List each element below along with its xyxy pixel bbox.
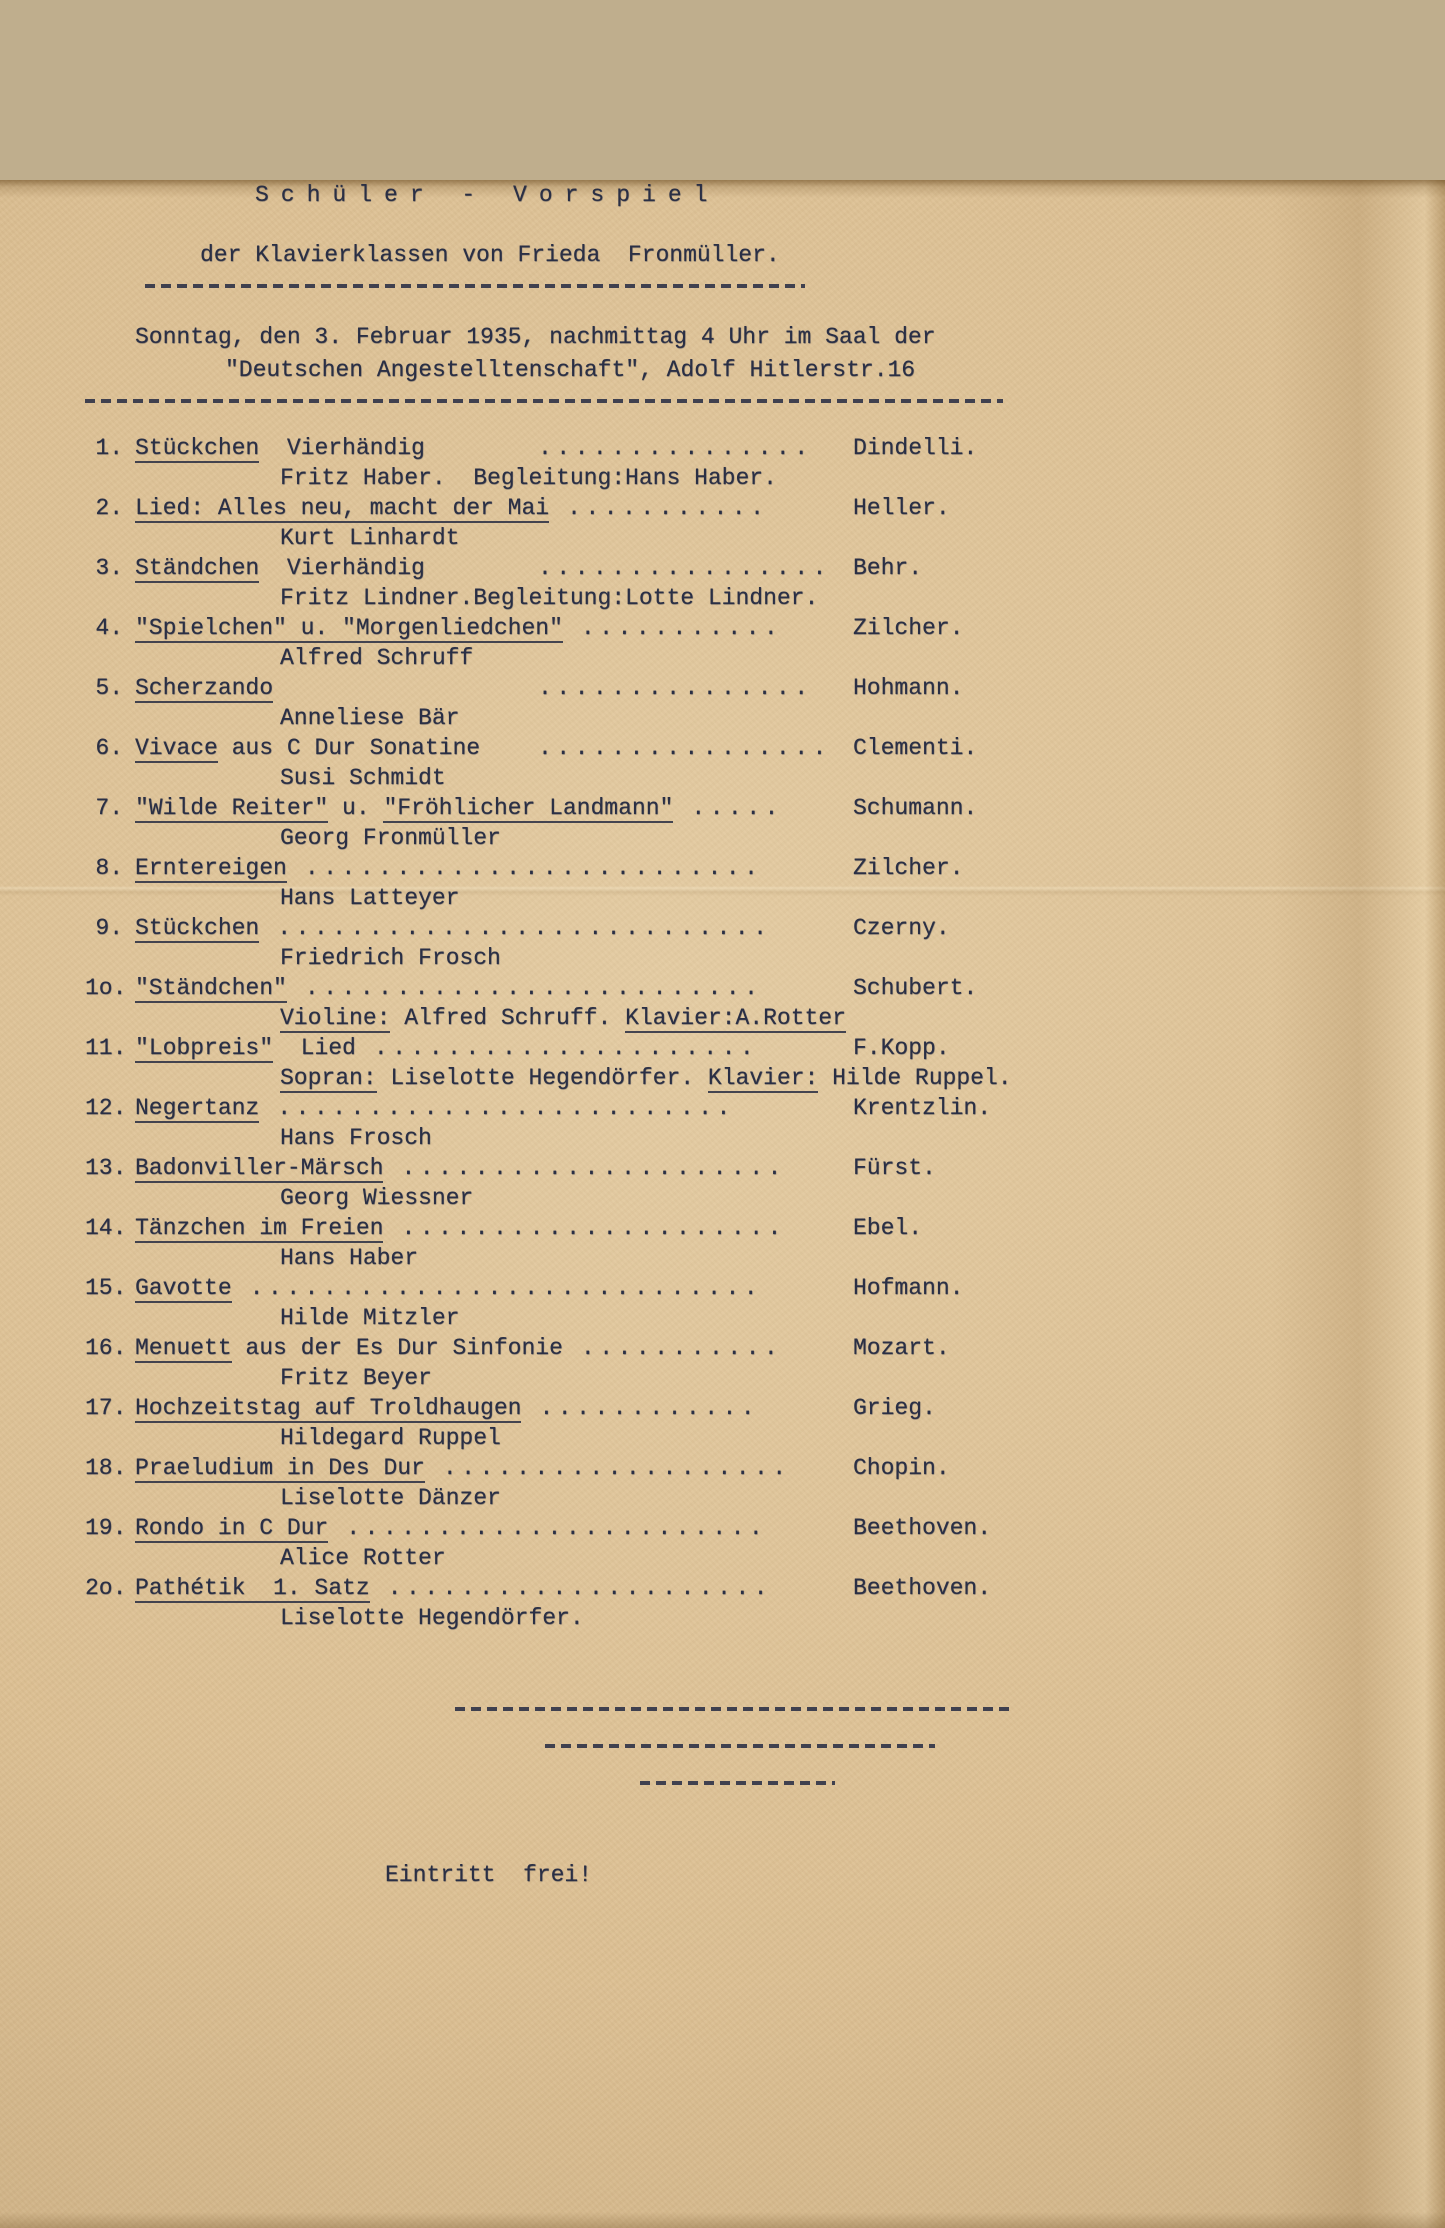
- program-item-performers: [280, 1303, 1445, 1333]
- program-item-performers: [280, 643, 1445, 673]
- program-item-title-text: [135, 973, 287, 1003]
- program-item: [85, 673, 1445, 703]
- program-item-number: 12.: [85, 1095, 127, 1121]
- program-item-performers: [280, 1603, 1445, 1633]
- program-item-performers: [280, 1123, 1445, 1153]
- title-segment: Scherzando: [135, 675, 274, 701]
- program-item-title-text: [135, 1093, 259, 1123]
- program-item-composer: Beethoven.: [853, 1575, 992, 1601]
- title-segment: Ständchen: [135, 555, 260, 581]
- performer-segment: Georg Wiessner: [280, 1185, 474, 1211]
- program-item-number: 19.: [85, 1515, 127, 1541]
- paper: [0, 180, 1445, 2228]
- dot-leader: ...........: [580, 1335, 783, 1361]
- dot-leader: ...........: [567, 495, 769, 521]
- title-segment: Stückchen: [135, 915, 260, 941]
- program-item: [85, 1453, 1445, 1483]
- dot-leader: .....: [691, 795, 783, 821]
- program-item-number: 2o.: [85, 1575, 127, 1601]
- title-segment: aus C Dur Sonatine: [217, 735, 481, 761]
- title-segment: Tänzchen im Freien: [135, 1215, 384, 1241]
- admission-note: Eintritt frei!: [385, 1862, 593, 1888]
- dot-leader: .........................: [277, 1095, 735, 1121]
- program-item: [85, 433, 1445, 463]
- title-segment: Hochzeitstag auf Troldhaugen: [135, 1395, 522, 1421]
- program-item-title-text: [135, 853, 287, 883]
- program-item-composer: Chopin.: [853, 1455, 950, 1481]
- program-item-title: [135, 733, 853, 763]
- program-item-composer: Schumann.: [853, 795, 978, 821]
- title-segment: aus der Es Dur Sinfonie: [231, 1335, 563, 1361]
- program-item-number: 17.: [85, 1395, 127, 1421]
- dot-leader: .....................: [387, 1575, 772, 1601]
- program-item-title-text: [135, 793, 673, 823]
- dot-leader: ............................: [249, 1275, 763, 1301]
- program-item-title-text: [135, 1033, 356, 1063]
- program-item-title-text: [135, 613, 563, 643]
- title-segment: Stückchen: [135, 435, 260, 461]
- program-item-title-text: [135, 493, 549, 523]
- program-item-performers: [280, 823, 1445, 853]
- program-item-performers: [280, 523, 1445, 553]
- program-item-performers: [280, 1363, 1445, 1393]
- closing-divider-3: [640, 1781, 835, 1785]
- dot-leader: ................: [538, 555, 831, 581]
- program-item: [85, 733, 1445, 763]
- program-item-title-text: [135, 1333, 563, 1363]
- program-item-number: 2.: [95, 495, 123, 521]
- title-segment: Vierhändig: [259, 555, 425, 581]
- program-item-composer: F.Kopp.: [853, 1035, 950, 1061]
- dot-leader: .........................: [304, 975, 763, 1001]
- dot-leader: .....................: [401, 1155, 786, 1181]
- program-item: [85, 1213, 1445, 1243]
- performer-segment: Kurt Linhardt: [280, 525, 460, 551]
- program-item: [85, 973, 1445, 1003]
- program-item: [85, 853, 1445, 883]
- title-segment: Vivace: [135, 735, 218, 761]
- dot-leader: ............: [539, 1395, 760, 1421]
- title-segment: "Spielchen" u. "Morgenliedchen": [135, 615, 563, 641]
- program-item: [85, 1093, 1445, 1123]
- program-item: [85, 1153, 1445, 1183]
- program-item-number: 5.: [95, 675, 123, 701]
- title-segment: Lied: Alles neu, macht der Mai: [135, 495, 550, 521]
- title-segment: Badonviller-Märsch: [135, 1155, 384, 1181]
- dot-leader: .....................: [401, 1215, 786, 1241]
- program-item-composer: Hohmann.: [853, 675, 964, 701]
- program-item-performers: [280, 583, 1445, 613]
- performer-segment: Alice Rotter: [280, 1545, 446, 1571]
- title-segment: Negertanz: [135, 1095, 260, 1121]
- program-item-composer: Heller.: [853, 495, 950, 521]
- program-item-composer: Grieg.: [853, 1395, 936, 1421]
- program-item-composer: Zilcher.: [853, 855, 964, 881]
- title-segment: "Lobpreis": [135, 1035, 274, 1061]
- event-datetime-line1: Sonntag, den 3. Februar 1935, nachmittag 4 Uhr im Saal der: [135, 324, 936, 350]
- performer-segment: Liselotte Dänzer: [280, 1485, 501, 1511]
- program-item-composer: Ebel.: [853, 1215, 923, 1241]
- title-segment: Lied: [273, 1035, 356, 1061]
- performer-segment: Alfred Schruff.: [390, 1005, 626, 1031]
- program-item-performers: [280, 703, 1445, 733]
- program-item-title: [135, 1453, 853, 1483]
- program-item-title: [135, 1513, 853, 1543]
- program-item-composer: Czerny.: [853, 915, 950, 941]
- program-item-performers: [280, 1483, 1445, 1513]
- program-item-title: [135, 433, 853, 463]
- header-divider: [85, 399, 1003, 403]
- dot-leader: .....................: [373, 1035, 759, 1061]
- performer-segment: Hans Latteyer: [280, 885, 460, 911]
- program-item-title-text: [135, 733, 520, 763]
- program-item-title: [135, 973, 853, 1003]
- program-item-title: [135, 1273, 853, 1303]
- program-item-title-text: [135, 1213, 383, 1243]
- program-item-title: [135, 1213, 853, 1243]
- program-item-composer: Zilcher.: [853, 615, 964, 641]
- dot-leader: ...............: [538, 435, 813, 461]
- dot-leader: .........................: [304, 855, 763, 881]
- program-item-title: [135, 1033, 853, 1063]
- program-item-performers: [280, 1063, 1445, 1093]
- program-item-performers: [280, 1003, 1445, 1033]
- subtitle-underline-divider: [145, 284, 805, 288]
- program-item: [85, 1333, 1445, 1363]
- program-item-title: [135, 1153, 853, 1183]
- closing-divider-2: [545, 1744, 935, 1748]
- program-item-number: 13.: [85, 1155, 127, 1181]
- program-item-title-text: [135, 433, 520, 463]
- performer-segment: Fritz Haber. Begleitung:Hans Haber.: [280, 465, 777, 491]
- title-segment: Vierhändig: [259, 435, 425, 461]
- program-item-composer: Fürst.: [853, 1155, 936, 1181]
- performer-segment: Georg Fronmüller: [280, 825, 501, 851]
- performer-segment: Klavier:A.Rotter: [625, 1005, 846, 1031]
- program-item-number: 14.: [85, 1215, 127, 1241]
- program-item: [85, 1033, 1445, 1063]
- performer-segment: Liselotte Hegendörfer.: [376, 1065, 708, 1091]
- dot-leader: ...................: [442, 1455, 791, 1481]
- event-location-line2: "Deutschen Angestelltenschaft", Adolf Hitlerstr.16: [225, 357, 916, 383]
- performer-segment: Hilde Ruppel.: [818, 1065, 1012, 1091]
- performer-segment: Susi Schmidt: [280, 765, 446, 791]
- program-item-number: 15.: [85, 1275, 127, 1301]
- program-item-performers: [280, 1543, 1445, 1573]
- program-item-performers: [280, 1423, 1445, 1453]
- program-item-title: [135, 853, 853, 883]
- program-item-composer: Beethoven.: [853, 1515, 992, 1541]
- performer-segment: Violine:: [280, 1005, 391, 1031]
- program-item-composer: Hofmann.: [853, 1275, 964, 1301]
- dot-leader: ................: [538, 735, 831, 761]
- performer-segment: Hans Haber: [280, 1245, 419, 1271]
- program-item: [85, 1393, 1445, 1423]
- performer-segment: Liselotte Hegendörfer.: [280, 1605, 584, 1631]
- program-item-performers: [280, 1243, 1445, 1273]
- program-item-title-text: [135, 1513, 328, 1543]
- page-title: Schüler - Vorspiel: [255, 182, 720, 208]
- performer-segment: Fritz Beyer: [280, 1365, 432, 1391]
- title-segment: u.: [328, 795, 384, 821]
- program-item: [85, 1273, 1445, 1303]
- program-item-performers: [280, 883, 1445, 913]
- program-item-performers: [280, 1183, 1445, 1213]
- performer-segment: Hans Frosch: [280, 1125, 432, 1151]
- program-item-title-text: [135, 673, 520, 703]
- program-item-number: 9.: [95, 915, 123, 941]
- performer-segment: Fritz Lindner.Begleitung:Lotte Lindner.: [280, 585, 819, 611]
- title-segment: Menuett: [135, 1335, 232, 1361]
- document-content: [0, 180, 1445, 1890]
- program-item-performers: [280, 943, 1445, 973]
- program-item-title-text: [135, 1573, 370, 1603]
- program-item-composer: Behr.: [853, 555, 923, 581]
- program-item-number: 16.: [85, 1335, 127, 1361]
- program-item-composer: Krentzlin.: [853, 1095, 992, 1121]
- program-item-title: [135, 1093, 853, 1123]
- program-item-title: [135, 1393, 853, 1423]
- program-item: [85, 493, 1445, 523]
- program-item-number: 4.: [95, 615, 123, 641]
- title-segment: Gavotte: [135, 1275, 232, 1301]
- performer-segment: Alfred Schruff: [280, 645, 474, 671]
- title-segment: "Ständchen": [135, 975, 287, 1001]
- program-item-performers: [280, 463, 1445, 493]
- program-item-number: 11.: [85, 1035, 127, 1061]
- program-item-number: 3.: [95, 555, 123, 581]
- dot-leader: ...........................: [277, 915, 772, 941]
- program-item-composer: Mozart.: [853, 1335, 950, 1361]
- program-item-title-text: [135, 1153, 383, 1183]
- program-item: [85, 1513, 1445, 1543]
- program-item-title-text: [135, 1273, 232, 1303]
- dot-leader: ...............: [538, 675, 813, 701]
- page-subtitle: der Klavierklassen von Frieda Fronmüller.: [200, 242, 780, 268]
- program-item-performers: [280, 763, 1445, 793]
- program-item: [85, 913, 1445, 943]
- program-item-number: 1o.: [85, 975, 127, 1001]
- program-item-title-text: [135, 1393, 521, 1423]
- program-item-title: [135, 913, 853, 943]
- program-item: [85, 553, 1445, 583]
- performer-segment: Friedrich Frosch: [280, 945, 501, 971]
- title-segment: "Fröhlicher Landmann": [383, 795, 674, 821]
- performer-segment: Hilde Mitzler: [280, 1305, 460, 1331]
- program-item-composer: Dindelli.: [853, 435, 978, 461]
- program-item-title: [135, 673, 853, 703]
- performer-segment: Hildegard Ruppel: [280, 1425, 501, 1451]
- program-list: [85, 433, 1445, 1633]
- program-item-number: 8.: [95, 855, 123, 881]
- program-item-title: [135, 793, 853, 823]
- program-item-number: 1.: [95, 435, 123, 461]
- dot-leader: ...........: [580, 615, 783, 641]
- title-segment: Praeludium in Des Dur: [135, 1455, 425, 1481]
- title-segment: "Wilde Reiter": [135, 795, 329, 821]
- title-segment: Pathétik 1. Satz: [135, 1575, 370, 1601]
- program-item-number: 18.: [85, 1455, 127, 1481]
- performer-segment: Anneliese Bär: [280, 705, 460, 731]
- program-item-number: 6.: [95, 735, 123, 761]
- program-item-number: 7.: [95, 795, 123, 821]
- program-item-title: [135, 1333, 853, 1363]
- program-item-title: [135, 553, 853, 583]
- program-item-composer: Schubert.: [853, 975, 978, 1001]
- title-segment: Erntereigen: [135, 855, 287, 881]
- program-item: [85, 793, 1445, 823]
- program-item-title: [135, 493, 853, 523]
- title-segment: Rondo in C Dur: [135, 1515, 329, 1541]
- program-item-title: [135, 613, 853, 643]
- performer-segment: Sopran:: [280, 1065, 377, 1091]
- program-item-title-text: [135, 1453, 425, 1483]
- program-item: [85, 613, 1445, 643]
- closing-divider-1: [455, 1707, 1010, 1711]
- performer-segment: Klavier:: [707, 1065, 819, 1091]
- dot-leader: .......................: [346, 1515, 768, 1541]
- program-item-composer: Clementi.: [853, 735, 978, 761]
- program-item-title-text: [135, 913, 259, 943]
- program-item: [85, 1573, 1445, 1603]
- program-item-title: [135, 1573, 853, 1603]
- program-item-title-text: [135, 553, 520, 583]
